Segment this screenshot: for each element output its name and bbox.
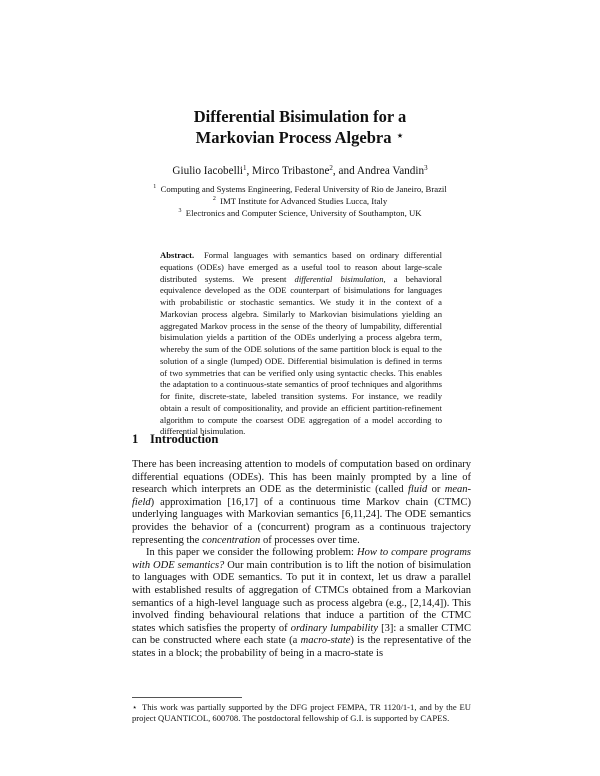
paragraph-text: ) is the representative of the states in a block; the probability of being in a macro-state is	[132, 635, 471, 659]
section-heading	[132, 432, 218, 447]
emphasis: concentration	[201, 534, 261, 546]
footnote-rule	[132, 697, 242, 698]
abstract-text: , a behavioral equivalence developed as the ODE counterpart of bisimulations for languages with probabilistic or stochastic semantics. We study it in the context of a Markovian process algebra. Similarly to Markovian bisimulations yielding an aggregated Markov process in the sense of the theory of lumpability, differential bisimulation yields a partition of the ODEs underlying a process algebra term, whereby the sum of the ODE solutions of the same partition block is equal to the solution of a single (lumped) ODE. Differential bisimulation is defined in terms of two symmetries that can be verified only using syntactic checks. This enables the adaptation to a continuous-state semantics of proof techniques and algorithms for finite, discrete-state, labeled transition systems. For instance, we readily obtain a result of compositionality, and provide an efficient partition-refinement algorithm to compute the coarsest ODE aggregation of a model according to differential bisimulation.	[160, 273, 442, 437]
paragraph-text: Our main contribution is to lift the notion of bisimulation to languages with ODE semantics. To put it in context, let us draw a parallel with established results of aggregation of CTMCs obtained from a Markovian semantics of a high-level language such as process algebra (e.g., [2,14,4]). This involved finding behavioural relations that induce a partition of the CTMC states which satisfies the property of	[132, 559, 471, 634]
paragraph	[132, 547, 471, 660]
author-separator: , and	[332, 165, 357, 177]
title-text-2: Markovian Process Algebra	[195, 128, 392, 147]
emphasis: How to compare programs with ODE semantics?	[132, 547, 471, 571]
paragraph-text: [3]: a smaller CTMC can be constructed where each state (a	[132, 622, 471, 647]
paragraph-text: of processes over time.	[260, 534, 360, 546]
footnote-mark: ⋆	[132, 702, 138, 712]
affiliation-mark: 1	[153, 184, 157, 190]
abstract-text: Formal languages with semantics based on ordinary differential equations (ODEs) have emerged as a useful tool to reason about large-scale distributed systems. We present	[160, 250, 442, 284]
author-name: Andrea Vandin	[356, 165, 425, 177]
paper-title-line-1	[0, 107, 600, 127]
emphasis: macro-state	[300, 635, 351, 647]
author-affil-mark: 3	[424, 164, 428, 172]
title-text-1: Differential Bisimulation for a	[193, 107, 407, 126]
affiliation-mark: 3	[178, 208, 182, 214]
paragraph-text: ) approximation [16,17] of a continuous time Markov chain (CTMC) underlying languages with Markovian semantics [6,11,24]. The ODE semantics provides the behavior of a (concurrent) program as a continuous trajectory representing the	[132, 496, 471, 546]
author-separator: ,	[246, 165, 253, 177]
body-text	[132, 459, 471, 661]
emphasis: ordinary lumpability	[290, 622, 379, 634]
paragraph-text: In this paper we consider the following problem:	[146, 547, 358, 559]
affiliation	[0, 196, 600, 207]
emphasis: mean-field	[132, 484, 471, 508]
footnote	[132, 702, 471, 724]
paragraph-text: There has been increasing attention to models of computation based on ordinary differential equations (ODEs). This has been mainly prompted by a line of research which interprets an ODE as the deterministic (called	[132, 459, 471, 496]
affiliation-text: IMT Institute for Advanced Studies Lucca, Italy	[220, 196, 388, 206]
affiliation	[0, 184, 600, 195]
section-title: Introduction	[150, 432, 219, 446]
author-name: Giulio Iacobelli	[172, 165, 243, 177]
affiliation-text: Electronics and Computer Science, University of Southampton, UK	[185, 208, 422, 218]
title-footnote-mark: ⋆	[395, 129, 405, 144]
author-affil-mark: 1	[242, 164, 247, 172]
author-affil-mark: 2	[329, 164, 333, 172]
section-number: 1	[132, 432, 139, 446]
author-list	[0, 165, 600, 177]
emphasis: fluid	[408, 484, 428, 496]
affiliation-mark: 2	[212, 196, 216, 202]
author-name: Mirco Tribastone	[252, 165, 330, 177]
affiliation	[0, 208, 600, 219]
paragraph-text: or	[427, 484, 445, 496]
abstract-emphasis: differential bisimulation	[294, 273, 384, 284]
abstract	[160, 250, 442, 438]
affiliation-text: Computing and Systems Engineering, Federal University of Rio de Janeiro, Brazil	[160, 184, 447, 194]
paragraph	[132, 459, 471, 547]
abstract-label: Abstract.	[160, 250, 195, 260]
footnote-text: This work was partially supported by the DFG project FEMPA, TR 1120/1-1, and by the EU project QUANTICOL, 600708. The postdoctoral fellowship of G.I. is supported by CAPES.	[132, 702, 471, 723]
paper-title-line-2	[0, 127, 600, 148]
